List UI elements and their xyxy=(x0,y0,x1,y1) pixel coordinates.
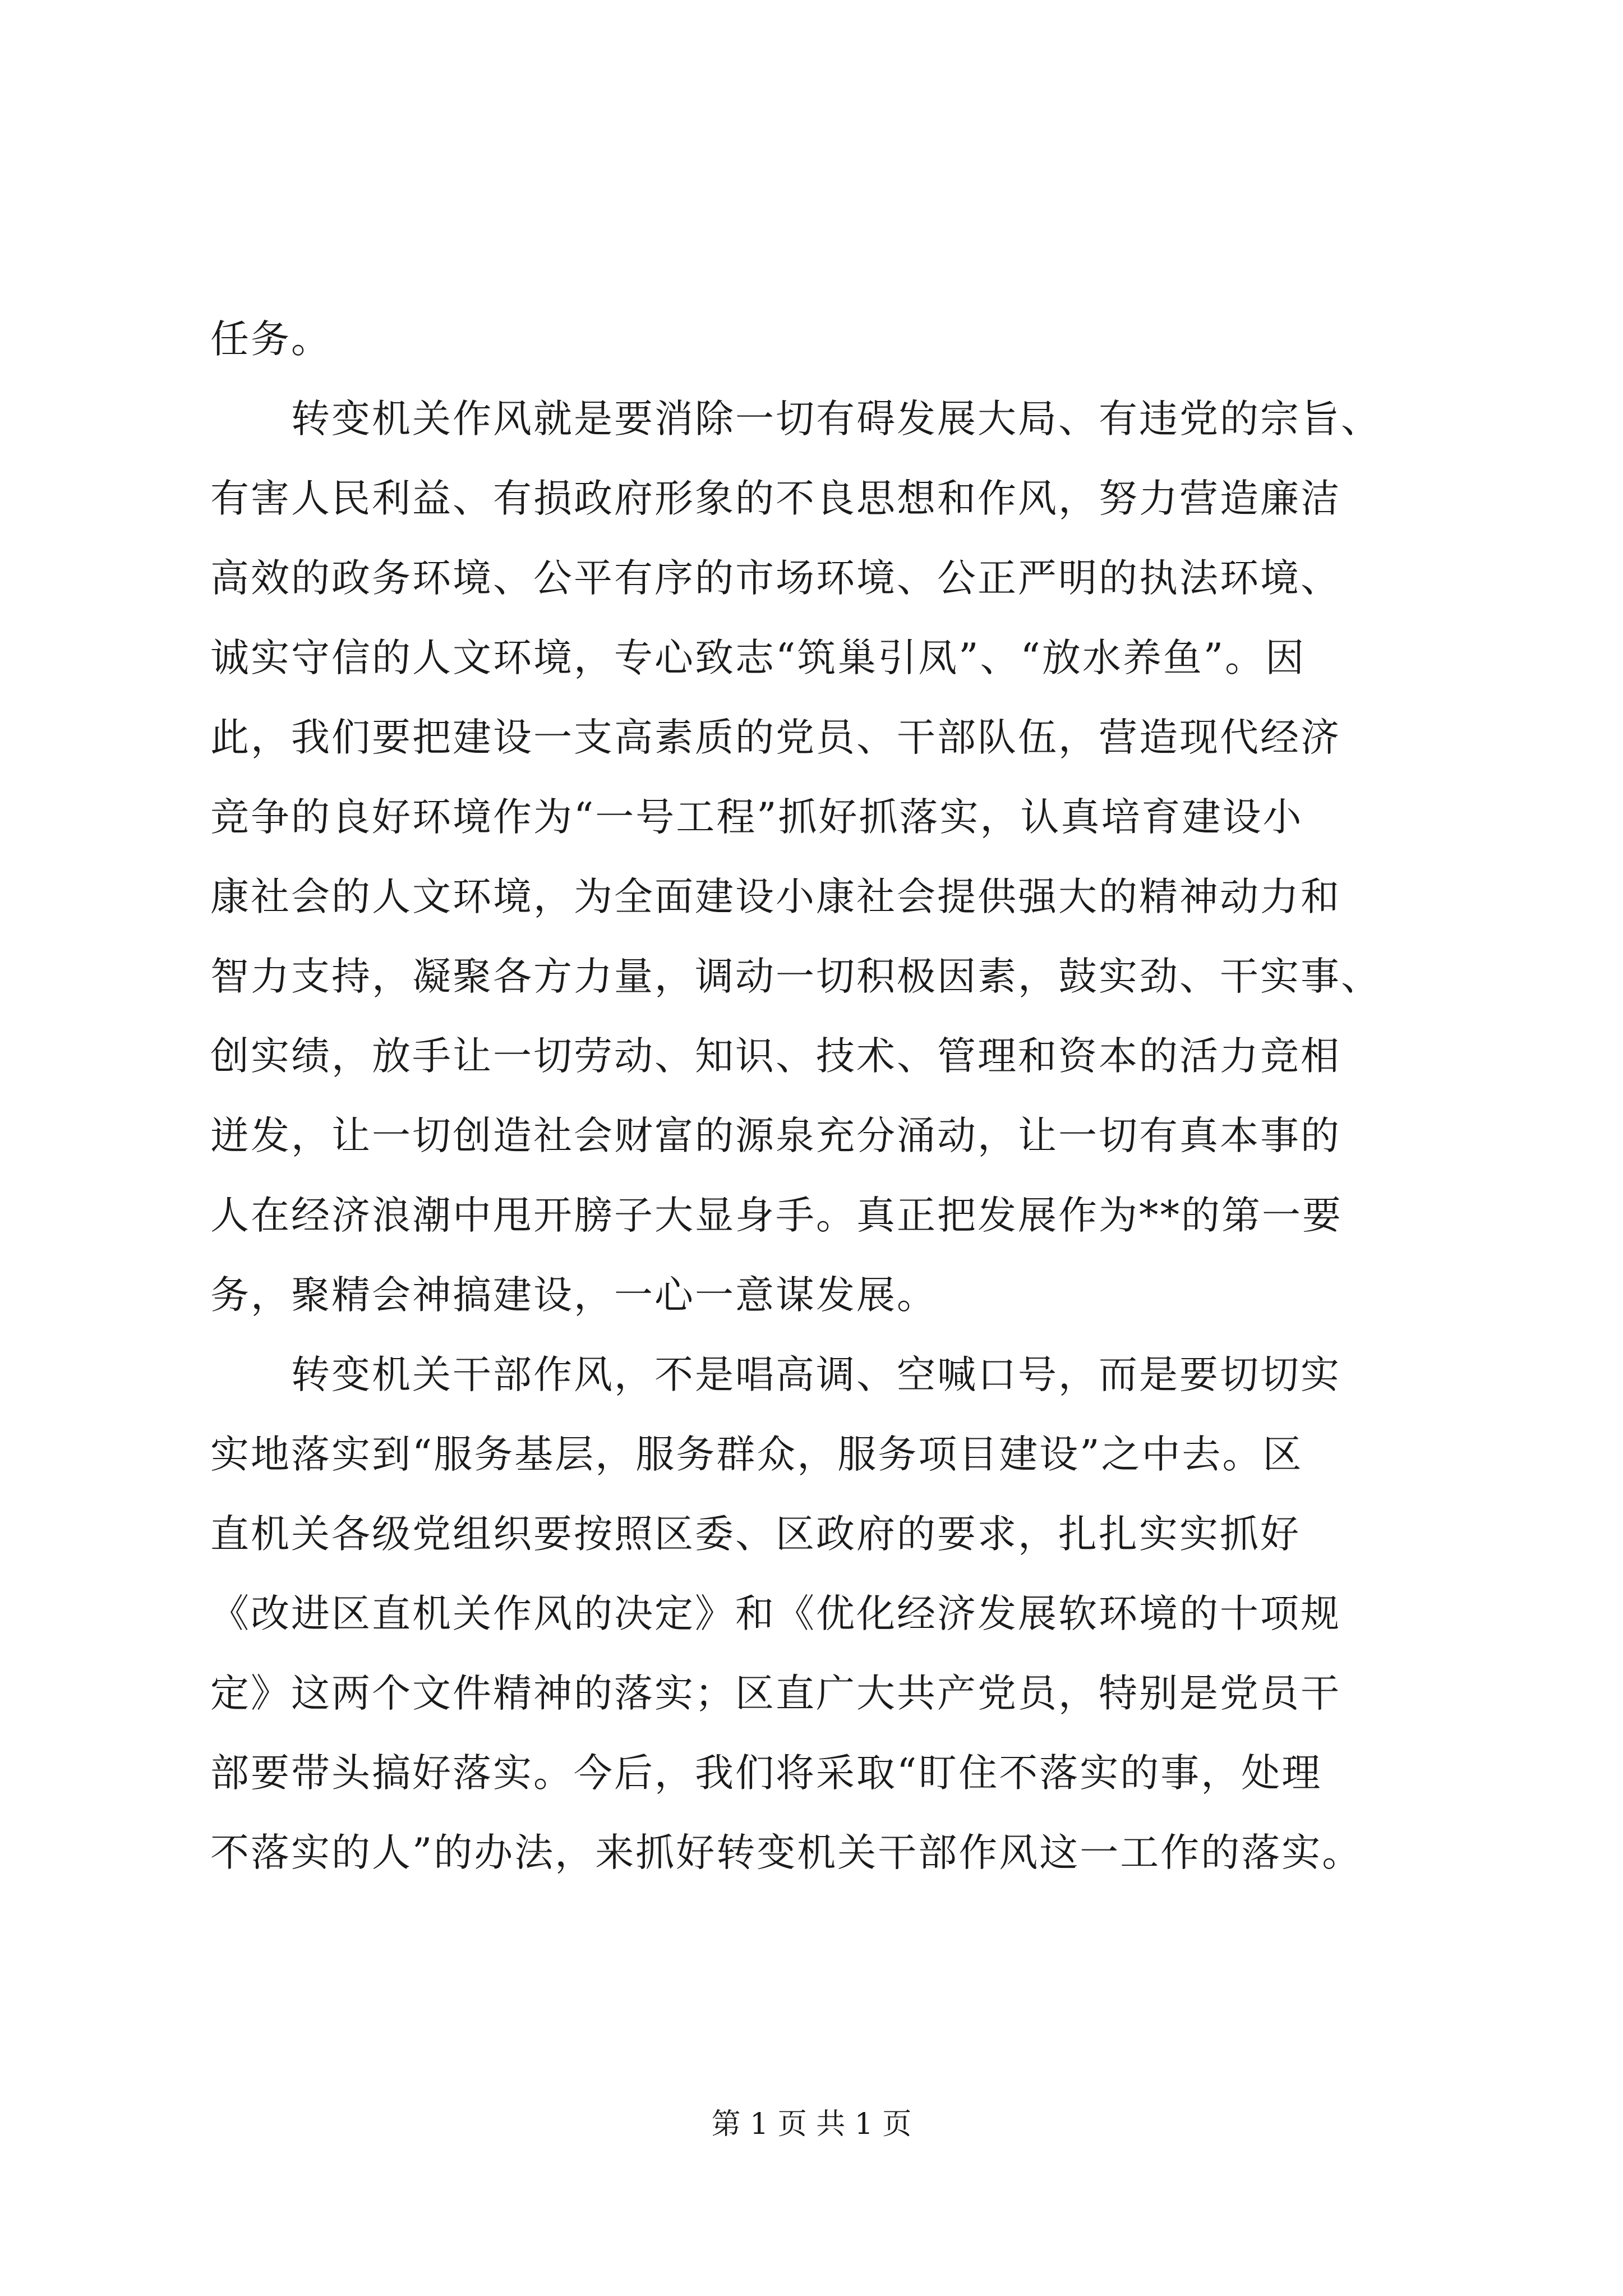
text-line: 直机关各级党组织要按照区委、区政府的要求，扎扎实实抓好 xyxy=(210,1512,1301,1557)
text-line: 创实绩，放手让一切劳动、知识、技术、管理和资本的活力竞相 xyxy=(210,1034,1341,1079)
text-line: 竞争的良好环境作为“一号工程”抓好抓落实，认真培育建设小 xyxy=(210,795,1303,840)
text-line: 转变机关干部作风，不是唱高调、空喊口号，而是要切切实 xyxy=(210,1352,1341,1397)
text-line: 康社会的人文环境，为全面建设小康社会提供强大的精神动力和 xyxy=(210,875,1341,919)
text-line: 部要带头搞好落实。今后，我们将采取“盯住不落实的事，处理 xyxy=(210,1751,1322,1796)
text-line: 任务。 xyxy=(210,317,331,362)
text-line: 此，我们要把建设一支高素质的党员、干部队伍，营造现代经济 xyxy=(210,715,1341,760)
text-line: 不落实的人”的办法，来抓好转变机关干部作风这一工作的落实。 xyxy=(210,1830,1363,1875)
text-line: 迸发，让一切创造社会财富的源泉充分涌动，让一切有真本事的 xyxy=(210,1114,1341,1158)
text-line: 高效的政务环境、公平有序的市场环境、公正严明的执法环境、 xyxy=(210,556,1341,601)
text-line: 转变机关作风就是要消除一切有碍发展大局、有违党的宗旨、 xyxy=(210,397,1381,441)
text-line: 诚实守信的人文环境，专心致志“筑巢引凤”、“放水养鱼”。因 xyxy=(210,636,1306,680)
text-line: 人在经济浪潮中甩开膀子大显身手。真正把发展作为**的第一要 xyxy=(210,1193,1343,1238)
text-line: 定》这两个文件精神的落实；区直广大共产党员，特别是党员干 xyxy=(210,1671,1341,1716)
text-line: 《改进区直机关作风的决定》和《优化经济发展软环境的十项规 xyxy=(210,1591,1341,1636)
text-line: 务，聚精会神搞建设，一心一意谋发展。 xyxy=(210,1273,937,1318)
page-footer: 第 1 页 共 1 页 xyxy=(711,2108,912,2141)
text-line: 智力支持，凝聚各方力量，调动一切积极因素，鼓实劲、干实事、 xyxy=(210,954,1381,999)
text-line: 有害人民利益、有损政府形象的不良思想和作风，努力营造廉洁 xyxy=(210,476,1341,521)
text-line: 实地落实到“服务基层，服务群众，服务项目建设”之中去。区 xyxy=(210,1432,1303,1477)
